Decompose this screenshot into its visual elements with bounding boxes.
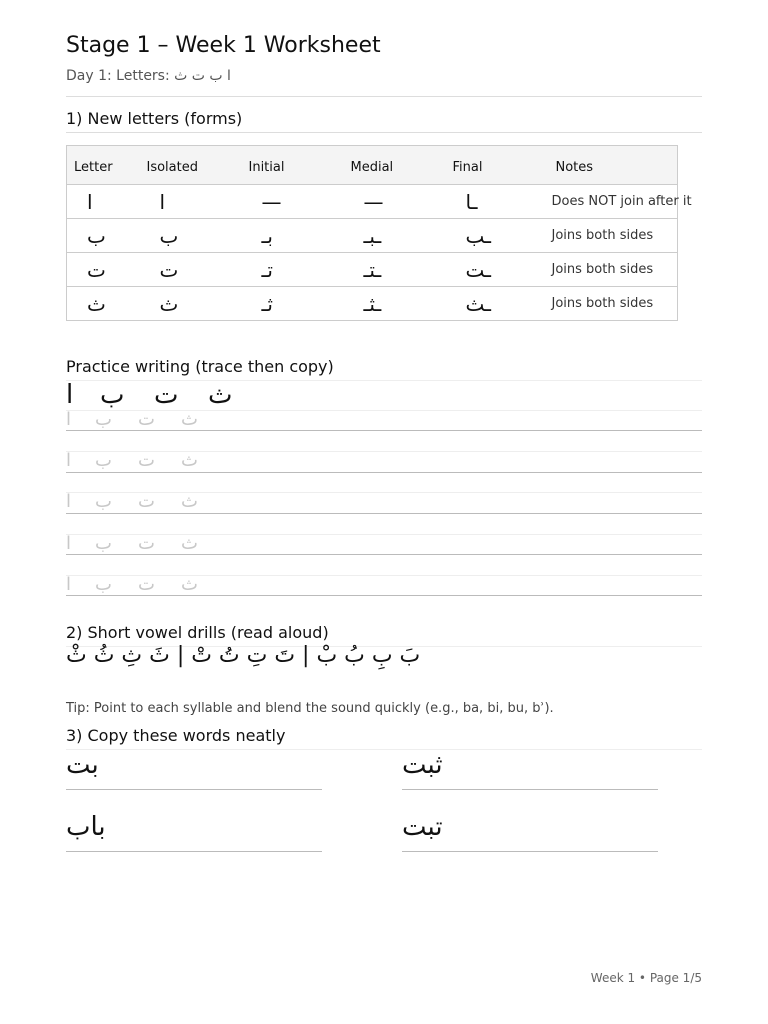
trace-letter: ب [95,574,112,595]
writing-line [66,851,322,852]
model-letter: ب [100,380,125,410]
divider [66,132,702,133]
section-heading-practice: Practice writing (trace then copy) [66,357,334,376]
column-header: Medial [344,146,446,185]
note-cell: Does NOT join after it [549,185,678,219]
copy-word: تبت [402,812,443,842]
trace-letter: ا [66,409,72,430]
model-letter: ا [66,380,74,410]
letter-cell: ا [67,185,140,219]
letter-cell: ب [67,219,140,253]
trace-letter: ا [66,450,72,471]
letter-cell: ث [67,287,140,321]
note-cell: Joins both sides [549,219,678,253]
letter-cell: ت [67,253,140,287]
trace-letter: ث [181,533,198,554]
model-letter: ث [208,380,233,410]
trace-letter: ا [66,491,72,512]
isolated-cell: ت [140,253,242,287]
trace-letter: ت [138,574,155,595]
initial-cell: تـ [242,253,344,287]
initial-cell: ثـ [242,287,344,321]
column-header: Isolated [140,146,242,185]
page-title: Stage 1 – Week 1 Worksheet [66,33,381,58]
trace-letter: ب [95,491,112,512]
isolated-cell: ث [140,287,242,321]
column-header: Final [446,146,549,185]
final-cell: ـا [446,185,549,219]
isolated-cell: ا [140,185,242,219]
trace-letter: ب [95,409,112,430]
note-cell: Joins both sides [549,253,678,287]
initial-cell: — [242,185,344,219]
trace-letter: ث [181,574,198,595]
trace-letter: ا [66,533,72,554]
final-cell: ـث [446,287,549,321]
letter-forms-table [66,145,692,321]
final-cell: ـب [446,219,549,253]
section-heading-copy: 3) Copy these words neatly [66,726,286,745]
divider [66,96,702,97]
section-heading-forms: 1) New letters (forms) [66,109,243,128]
final-cell: ـت [446,253,549,287]
trace-letter: ب [95,450,112,471]
table-row [67,287,678,321]
table-header-row [67,146,678,185]
model-letter: ت [154,380,179,410]
trace-letter: ا [66,574,72,595]
column-header: Notes [549,146,678,185]
medial-cell: ـثـ [344,287,446,321]
trace-letter: ت [138,533,155,554]
section-heading-vowels: 2) Short vowel drills (read aloud) [66,623,329,642]
divider [66,749,702,750]
page-footer: Week 1 • Page 1/5 [590,971,702,985]
trace-letter: ب [95,533,112,554]
writing-line [402,851,658,852]
column-header: Letter [67,146,140,185]
copy-word: ثبت [402,750,443,780]
vowel-drill-line: بَ بِ بُ بْ | تَ تِ تُ تْ | ثَ ثِ ثُ ثْ [66,643,421,668]
medial-cell: ـتـ [344,253,446,287]
note-cell: Joins both sides [549,287,678,321]
writing-line [402,789,658,790]
trace-letter: ث [181,409,198,430]
table-row [67,253,678,287]
table-row [67,185,678,219]
copy-word: باب [66,812,106,842]
trace-letter: ث [181,491,198,512]
isolated-cell: ب [140,219,242,253]
medial-cell: — [344,185,446,219]
trace-letter: ت [138,450,155,471]
column-header: Initial [242,146,344,185]
initial-cell: بـ [242,219,344,253]
copy-word: بت [66,750,99,780]
trace-letter: ث [181,450,198,471]
trace-letter: ت [138,491,155,512]
tip-text: Tip: Point to each syllable and blend the sound quickly (e.g., ba, bi, bu, bʾ). [66,701,554,716]
page-subtitle: Day 1: Letters: ا ب ت ث [66,68,231,84]
writing-line [66,789,322,790]
trace-letter: ت [138,409,155,430]
medial-cell: ـبـ [344,219,446,253]
table-row [67,219,678,253]
